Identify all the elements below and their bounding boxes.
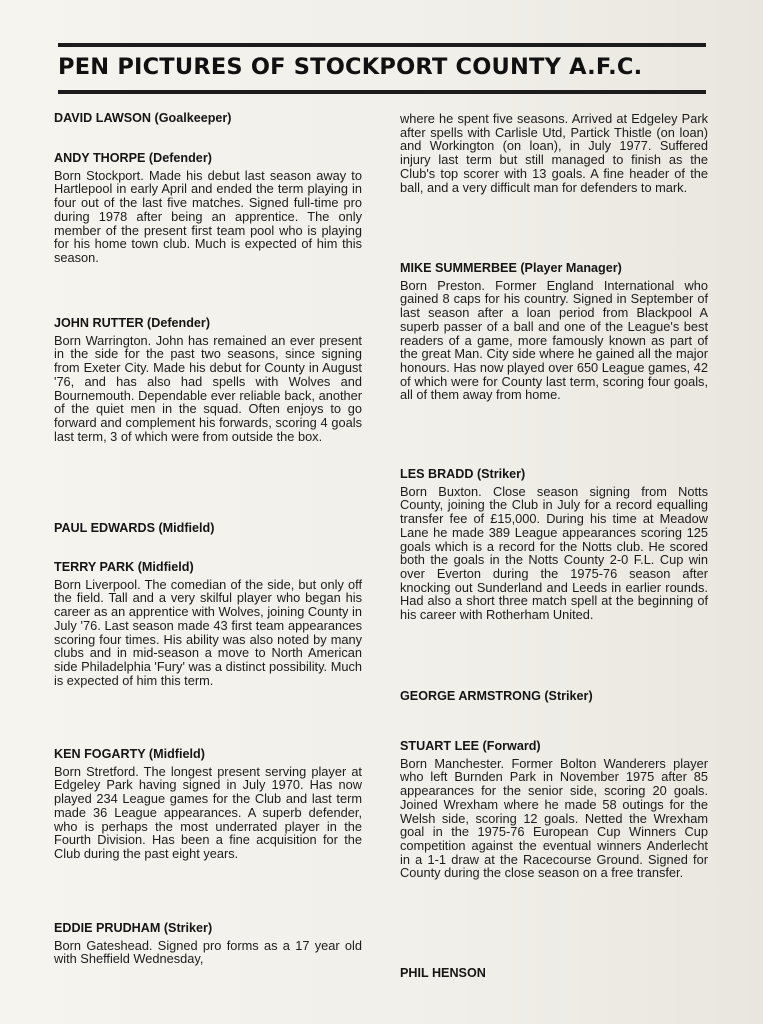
left-column xyxy=(54,112,362,966)
player-bio-continuation: where he spent five seasons. Arrived at Edgeley Park after spells with Carlisle Utd, Partick Thistle (on loan) and Workington (on loan), in July 1977. Suffered injury last term but still managed to finish as the Club's top scorer with 13 goals. A fine header of the ball, and a very difficult man for defenders to mark. xyxy=(400,111,708,195)
player-name: GEORGE ARMSTRONG (Striker) xyxy=(400,689,593,703)
player-name: JOHN RUTTER (Defender) xyxy=(54,316,211,330)
player-name: MIKE SUMMERBEE (Player Manager) xyxy=(400,261,622,275)
player-bio: Born Stretford. The longest present serving player at Edgeley Park having signed in July 1970. Has now played 234 League games for the Club and last term made 36 League appearances. A superb defender, who is perhaps the most underrated player in the Fourth Division. Has been a fine acquisition for the Club during the past eight years. xyxy=(54,763,362,861)
player-entry xyxy=(54,748,362,922)
player-name: PHIL HENSON xyxy=(400,966,486,980)
player-entry xyxy=(54,112,362,152)
player-name: ANDY THORPE (Defender) xyxy=(54,151,212,165)
player-name: DAVID LAWSON (Goalkeeper) xyxy=(54,111,232,125)
player-entry xyxy=(54,561,362,748)
page-title: PEN PICTURES OF STOCKPORT COUNTY A.F.C. xyxy=(58,54,643,80)
right-column xyxy=(400,112,708,981)
player-entry xyxy=(400,967,708,981)
player-entry xyxy=(400,740,708,967)
player-name: STUART LEE (Forward) xyxy=(400,739,541,753)
title-rule-bottom xyxy=(58,90,706,94)
player-entry xyxy=(400,690,708,740)
player-entry xyxy=(54,317,362,522)
player-bio: Born Liverpool. The comedian of the side, but only off the field. Tall and a very skilful player who began his career as an apprentice with Wolves, joining County in July '76. Last season made 43 first team appearances scoring four times. His ability was also noted by many clubs and in mid-season a move to North American side Philadelphia 'Fury' was a distinct possibility. Much is expected of him this term. xyxy=(54,576,362,688)
player-name: TERRY PARK (Midfield) xyxy=(54,560,194,574)
player-name: PAUL EDWARDS (Midfield) xyxy=(54,521,215,535)
player-entry xyxy=(54,152,362,317)
player-bio: Born Buxton. Close season signing from Notts County, joining the Club in July for a record equalling transfer fee of £15,000. During his time at Meadow Lane he made 389 League appearances scoring 125 goals which is a record for the Notts club. He scored both the goals in the Notts County 2-0 F.L. Cup win over Everton during the 1975-76 season after knocking out Sunderland and Leeds in earlier rounds. Had also a short three match spell at the beginning of his career with Rotherham United. xyxy=(400,483,708,623)
player-name: LES BRADD (Striker) xyxy=(400,467,526,481)
player-entry xyxy=(400,468,708,690)
player-bio: Born Gateshead. Signed pro forms as a 17 year old with Sheffield Wednesday, xyxy=(54,937,362,967)
player-bio: Born Preston. Former England International who gained 8 caps for his country. Signed in September of last season after a loan period from Blackpool A superb passer of a ball and one of the League's best readers of a game, more famously known as part of the great Man. City side where he gained all the major honours. Has now played over 650 League games, 42 of which were for County last term, scoring four goals, all of them away from home. xyxy=(400,277,708,403)
player-bio: Born Warrington. John has remained an ever present in the side for the past two seasons, since signing from Exeter City. Made his debut for County in August '76, and has also had spells with Wolves and Bournemouth. Dependable ever reliable back, another of the quiet men in the squad. Often enjoys to go forward and complement his forwards, scoring 4 goals last term, 3 of which were from outside the box. xyxy=(54,332,362,444)
player-bio: Born Manchester. Former Bolton Wanderers player who left Burnden Park in November 1975 after 85 appearances for the senior side, scoring 20 goals. Joined Wrexham where he made 58 outings for the Welsh side, scoring 12 goals. Netted the Wrexham goal in the 1975-76 European Cup Winners Cup competition against the eventual winners Anderlecht in a 1-1 draw at the Racecourse Ground. Signed for County during the close season on a free transfer. xyxy=(400,755,708,881)
player-name: KEN FOGARTY (Midfield) xyxy=(54,747,205,761)
player-name: EDDIE PRUDHAM (Striker) xyxy=(54,921,213,935)
player-entry xyxy=(400,262,708,468)
player-bio: Born Stockport. Made his debut last season away to Hartlepool in early April and ended the term playing in four out of the last five matches. Signed full-time pro during 1978 after being an apprentice. The only member of the present first team pool who is playing for his home town club. Much is expected of him this season. xyxy=(54,167,362,265)
player-entry xyxy=(54,922,362,966)
title-rule-top xyxy=(58,43,706,47)
player-entry xyxy=(54,522,362,561)
continued-bio xyxy=(400,112,708,262)
